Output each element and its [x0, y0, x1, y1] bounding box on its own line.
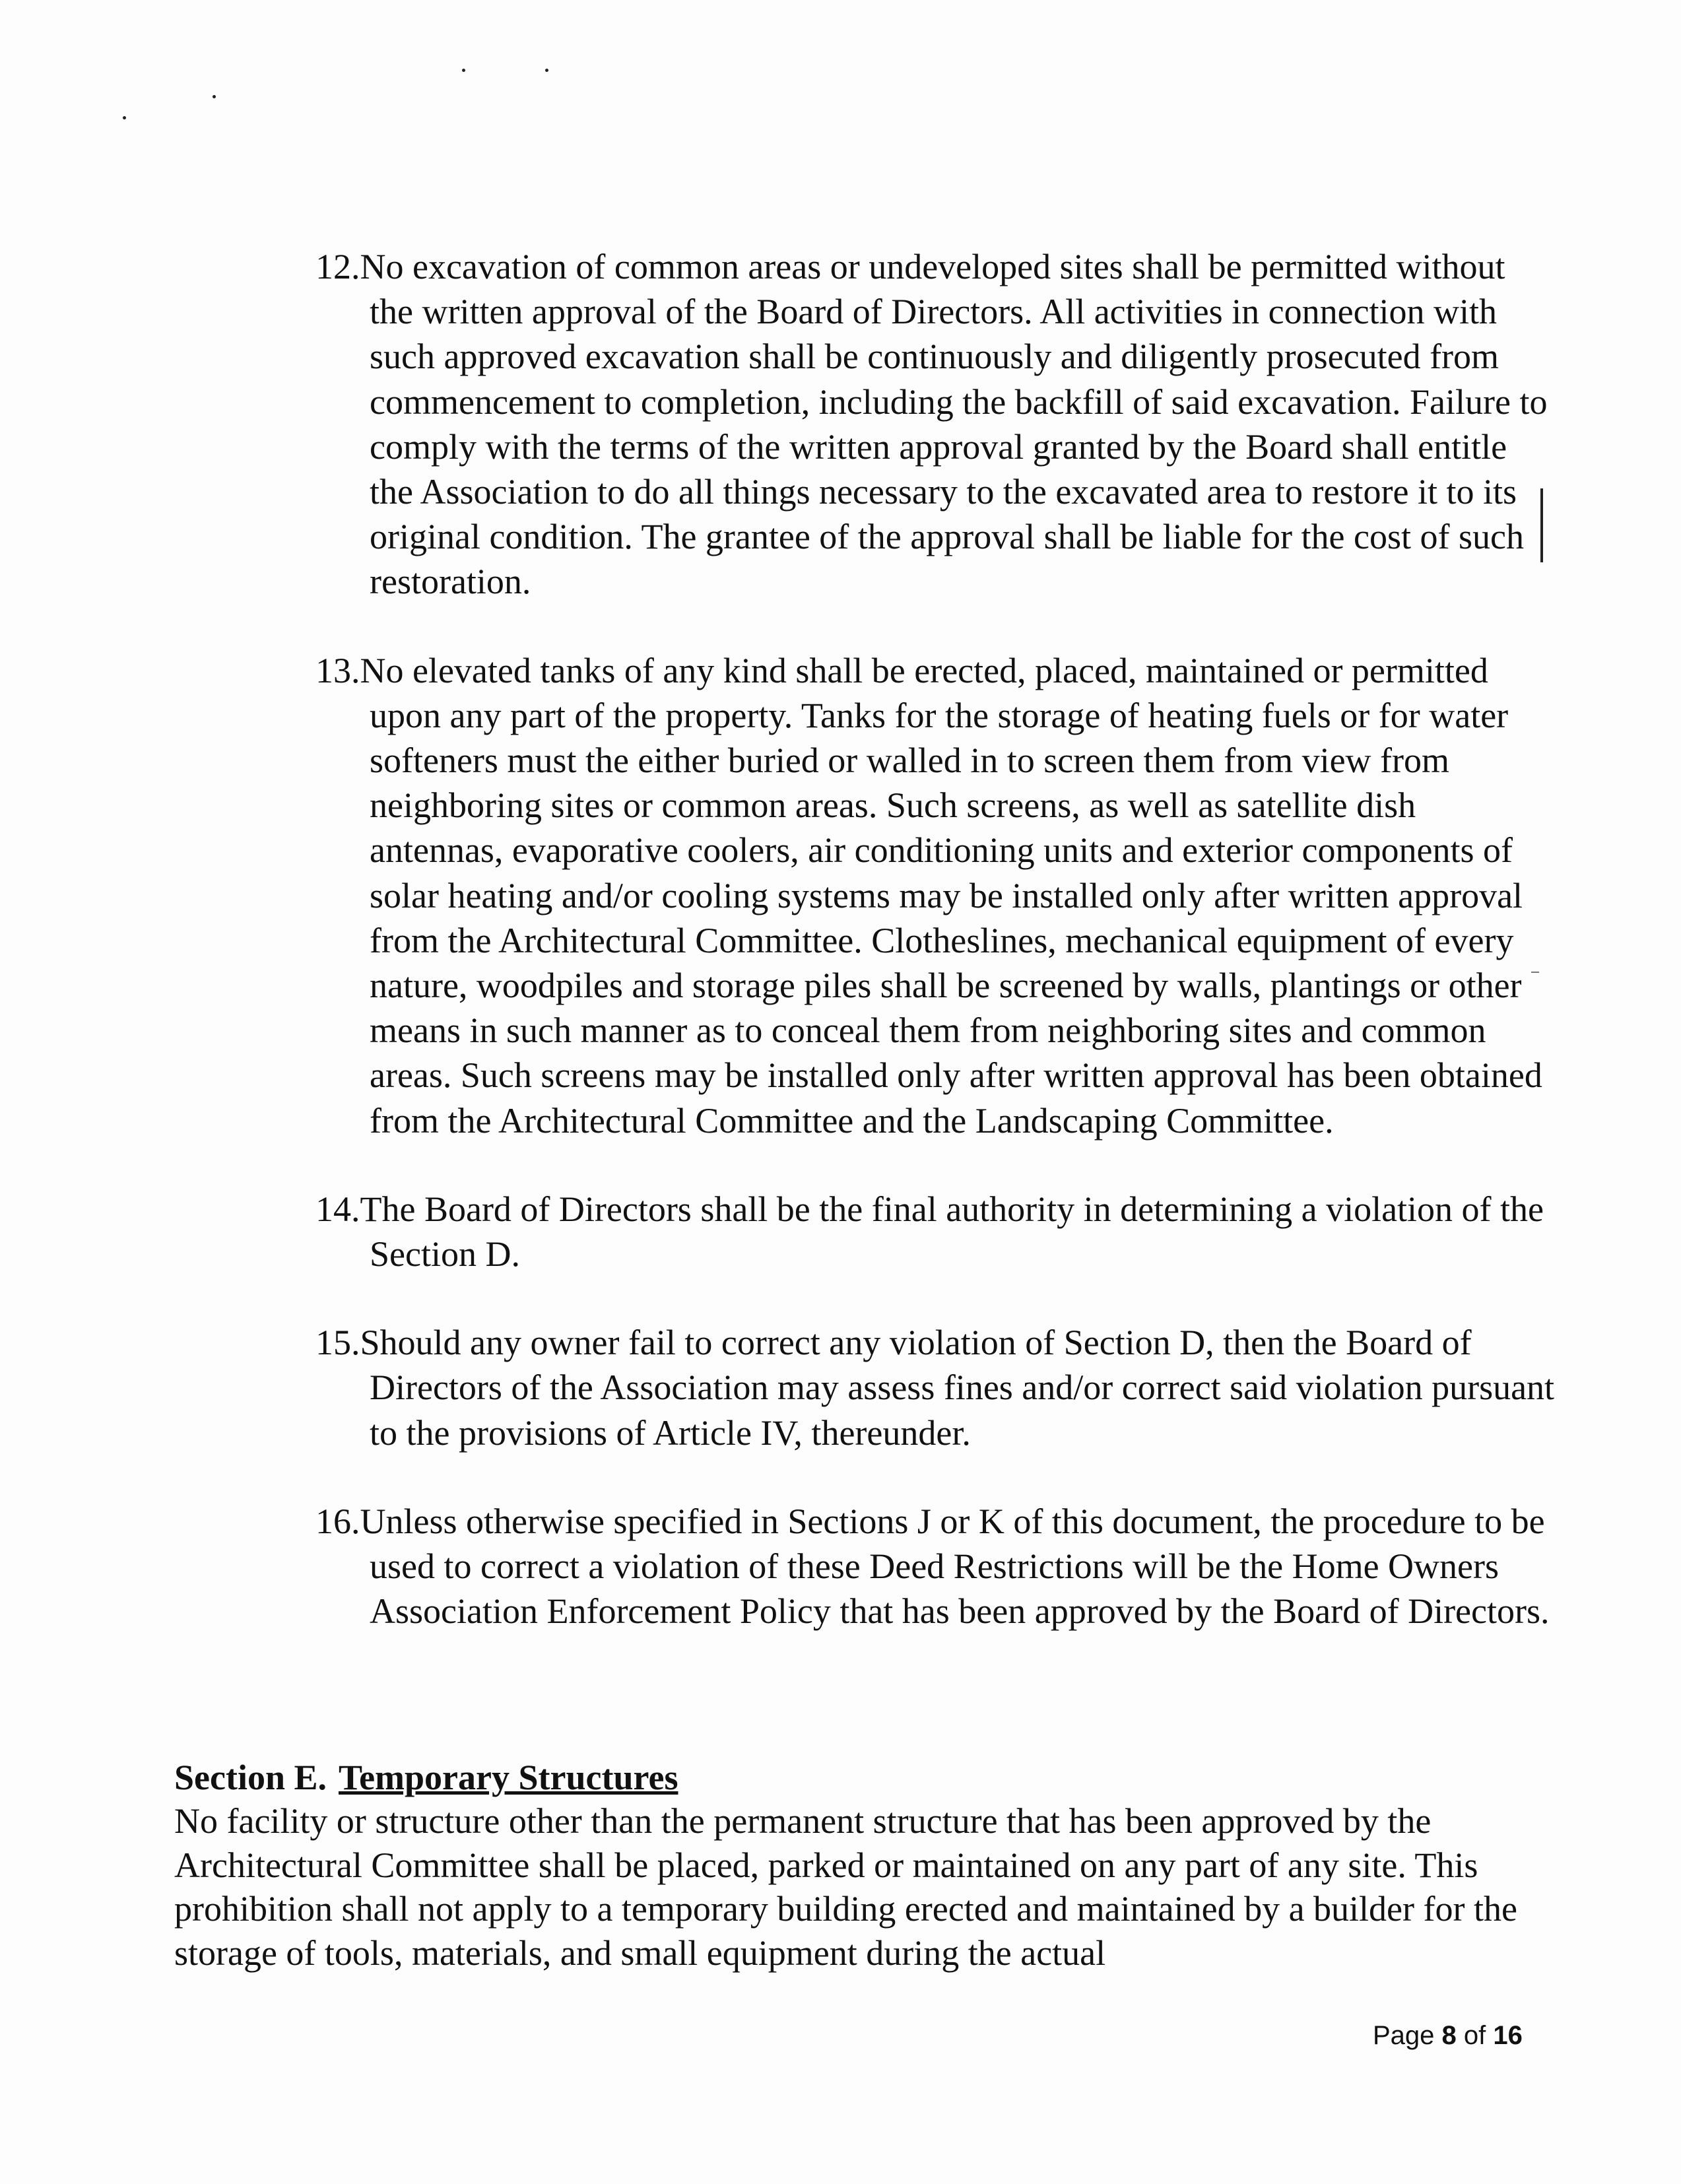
scan-speck — [462, 69, 465, 72]
page-current: 8 — [1441, 2021, 1457, 2050]
section-heading — [174, 1756, 1547, 1799]
section-title: Temporary Structures — [339, 1758, 678, 1797]
section-label: Section E. — [174, 1758, 327, 1797]
list-item-15 — [315, 1320, 1556, 1455]
page-label: Page — [1373, 2021, 1435, 2050]
item-number: 13. — [315, 650, 360, 690]
item-text: No elevated tanks of any kind shall be erected, placed, maintained or permitted upon any part of the property. Tanks for the storage of heating fuels or for water softeners must the either buried or walled in to screen them from view from neighboring sites or common areas. Such screens, as well as satellite dish antennas, evaporative coolers, air conditioning units and exterior components of solar heating and/or cooling systems may be installed only after written approval from the Architectural Committee. Clotheslines, mechanical equipment of every nature, woodpiles and storage piles shall be screened by walls, plantings or other means in such manner as to conceal them from neighboring sites and common areas. Such screens may be installed only after written approval has been obtained from the Architectural Committee and the Landscaping Committee. — [360, 650, 1542, 1141]
scan-speck — [123, 116, 126, 119]
list-item-14 — [315, 1187, 1556, 1276]
item-number: 12. — [315, 247, 360, 286]
restrictions-list — [315, 244, 1556, 1677]
scan-speck — [545, 69, 548, 72]
page-footer — [1373, 2020, 1523, 2051]
section-body: No facility or structure other than the permanent structure that has been approved by the Architectural Committee shall be placed, parked or maintained on any part of any site. This prohibition shall not apply to a temporary building erected and maintained by a builder for the storage of tools, materials, and small equipment during the actual — [174, 1801, 1517, 1973]
scan-speck — [213, 95, 216, 98]
page-of: of — [1463, 2021, 1486, 2050]
list-item-12 — [315, 244, 1556, 605]
item-text: No excavation of common areas or undeveloped sites shall be permitted without the written approval of the Board of Directors. All activities in connection with such approved excavation shall be continuously and diligently prosecuted from commencement to completion, including the backfill of said excavation. Failure to comply with the terms of the written approval granted by the Board shall entitle the Association to do all things necessary to the excavated area to restore it to its original condition. The grantee of the approval shall be liable for the cost of such restoration. — [360, 247, 1548, 602]
item-number: 15. — [315, 1323, 360, 1363]
item-text: Should any owner fail to correct any violation of Section D, then the Board of Directors of the Association may assess fines and/or correct said violation pursuant to the provisions of Article IV, thereunder. — [360, 1323, 1555, 1453]
item-number: 16. — [315, 1501, 360, 1541]
list-item-16 — [315, 1499, 1556, 1634]
item-text: Unless otherwise specified in Sections J or K of this document, the procedure to be used to correct a violation of these Deed Restrictions will be the Home Owners Association Enforcement Policy that has been approved by the Board of Directors. — [360, 1501, 1550, 1632]
list-item-13 — [315, 648, 1556, 1143]
section-e — [174, 1756, 1547, 1975]
item-text: The Board of Directors shall be the final authority in determining a violation of the Section D. — [360, 1189, 1544, 1274]
item-number: 14. — [315, 1189, 360, 1229]
page-total: 16 — [1493, 2021, 1523, 2050]
